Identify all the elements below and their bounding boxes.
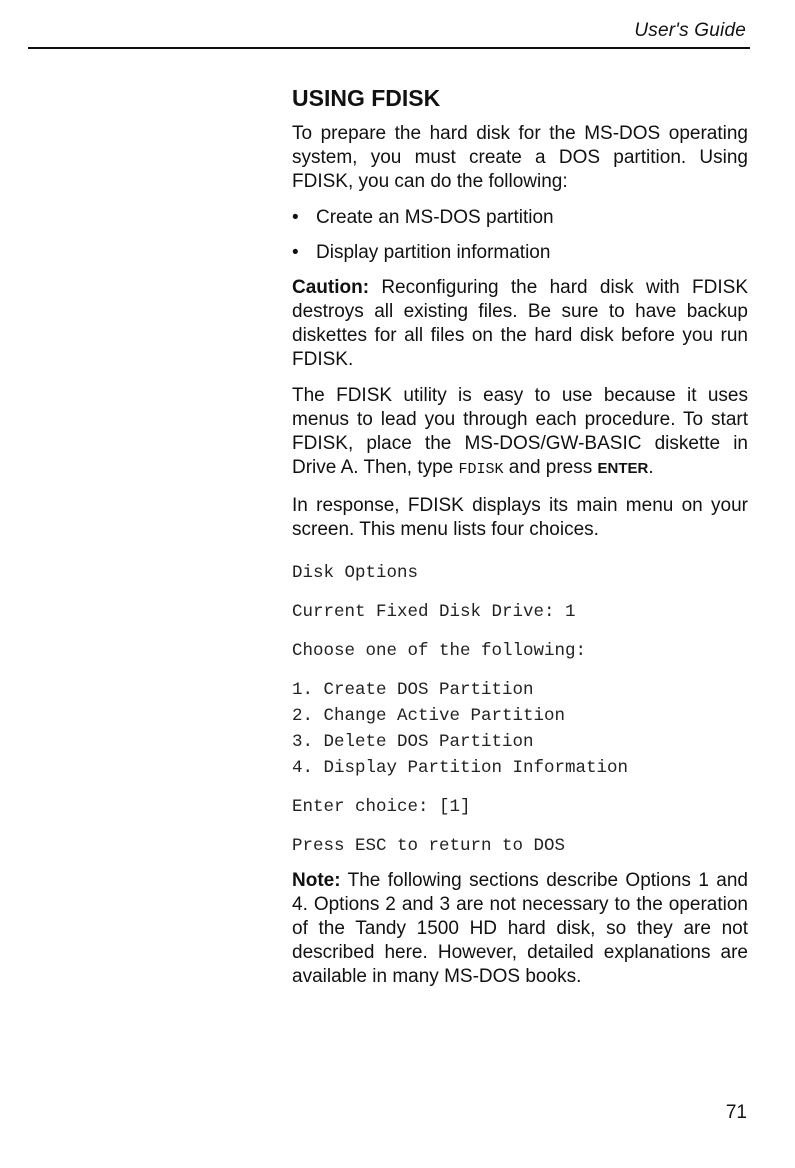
note-text: The following sections describe Options 1 and 4. Options 2 and 3 are not necessary to the operation of the Tandy 1500 HD hard disk, so they are not described here. However, detailed explanations are available in many MS-DOS books. [292,870,748,987]
feature-list [292,206,748,265]
instructions-end: . [648,457,654,478]
menu-option: 2. Change Active Partition [292,706,566,726]
menu-option: 4. Display Partition Information [292,758,629,778]
note-label: Note: [292,870,341,891]
note-paragraph [292,869,748,989]
key-name: ENTER [597,460,649,477]
screen-esc-line: Press ESC to return to DOS [292,836,566,856]
screen-prompt: Choose one of the following: [292,641,587,661]
screen-drive-line: Current Fixed Disk Drive: 1 [292,602,576,622]
response-paragraph: In response, FDISK displays its main menu on your screen. This menu lists four choices. [292,495,748,540]
intro-paragraph: To prepare the hard disk for the MS-DOS operating system, you must create a DOS partition. Using FDISK, you can do the following: [292,123,748,192]
caution-paragraph [292,276,748,372]
bullet-icon: • [292,207,299,228]
caution-label: Caution: [292,277,370,298]
screen-title: Disk Options [292,563,419,583]
fdisk-screen [292,560,748,859]
menu-option: 1. Create DOS Partition [292,680,534,700]
instructions-paragraph [292,384,748,482]
menu-option: 3. Delete DOS Partition [292,732,534,752]
page-content [292,84,748,1001]
section-title: USING FDISK [292,85,441,111]
list-item-text: Create an MS-DOS partition [316,207,554,228]
running-header: User's Guide [634,20,746,41]
caution-text: Reconfiguring the hard disk with FDISK destroys all existing files. Be sure to have backup diskettes for all files on the hard disk before you run FDISK. [292,277,748,370]
command-text: FDISK [458,461,504,478]
list-item [292,206,748,230]
instructions-middle: and press [503,457,598,478]
list-item [292,241,748,265]
screen-choice-line: Enter choice: [1] [292,797,471,817]
page-number: 71 [725,1102,747,1123]
bullet-icon: • [292,242,299,263]
header-rule [28,47,750,49]
list-item-text: Display partition information [316,242,551,263]
instructions-text: The FDISK utility is easy to use because it uses menus to lead you through each procedure. To start FDISK, place the MS-DOS/GW-BASIC diskette in Drive A. Then, type [292,385,748,478]
